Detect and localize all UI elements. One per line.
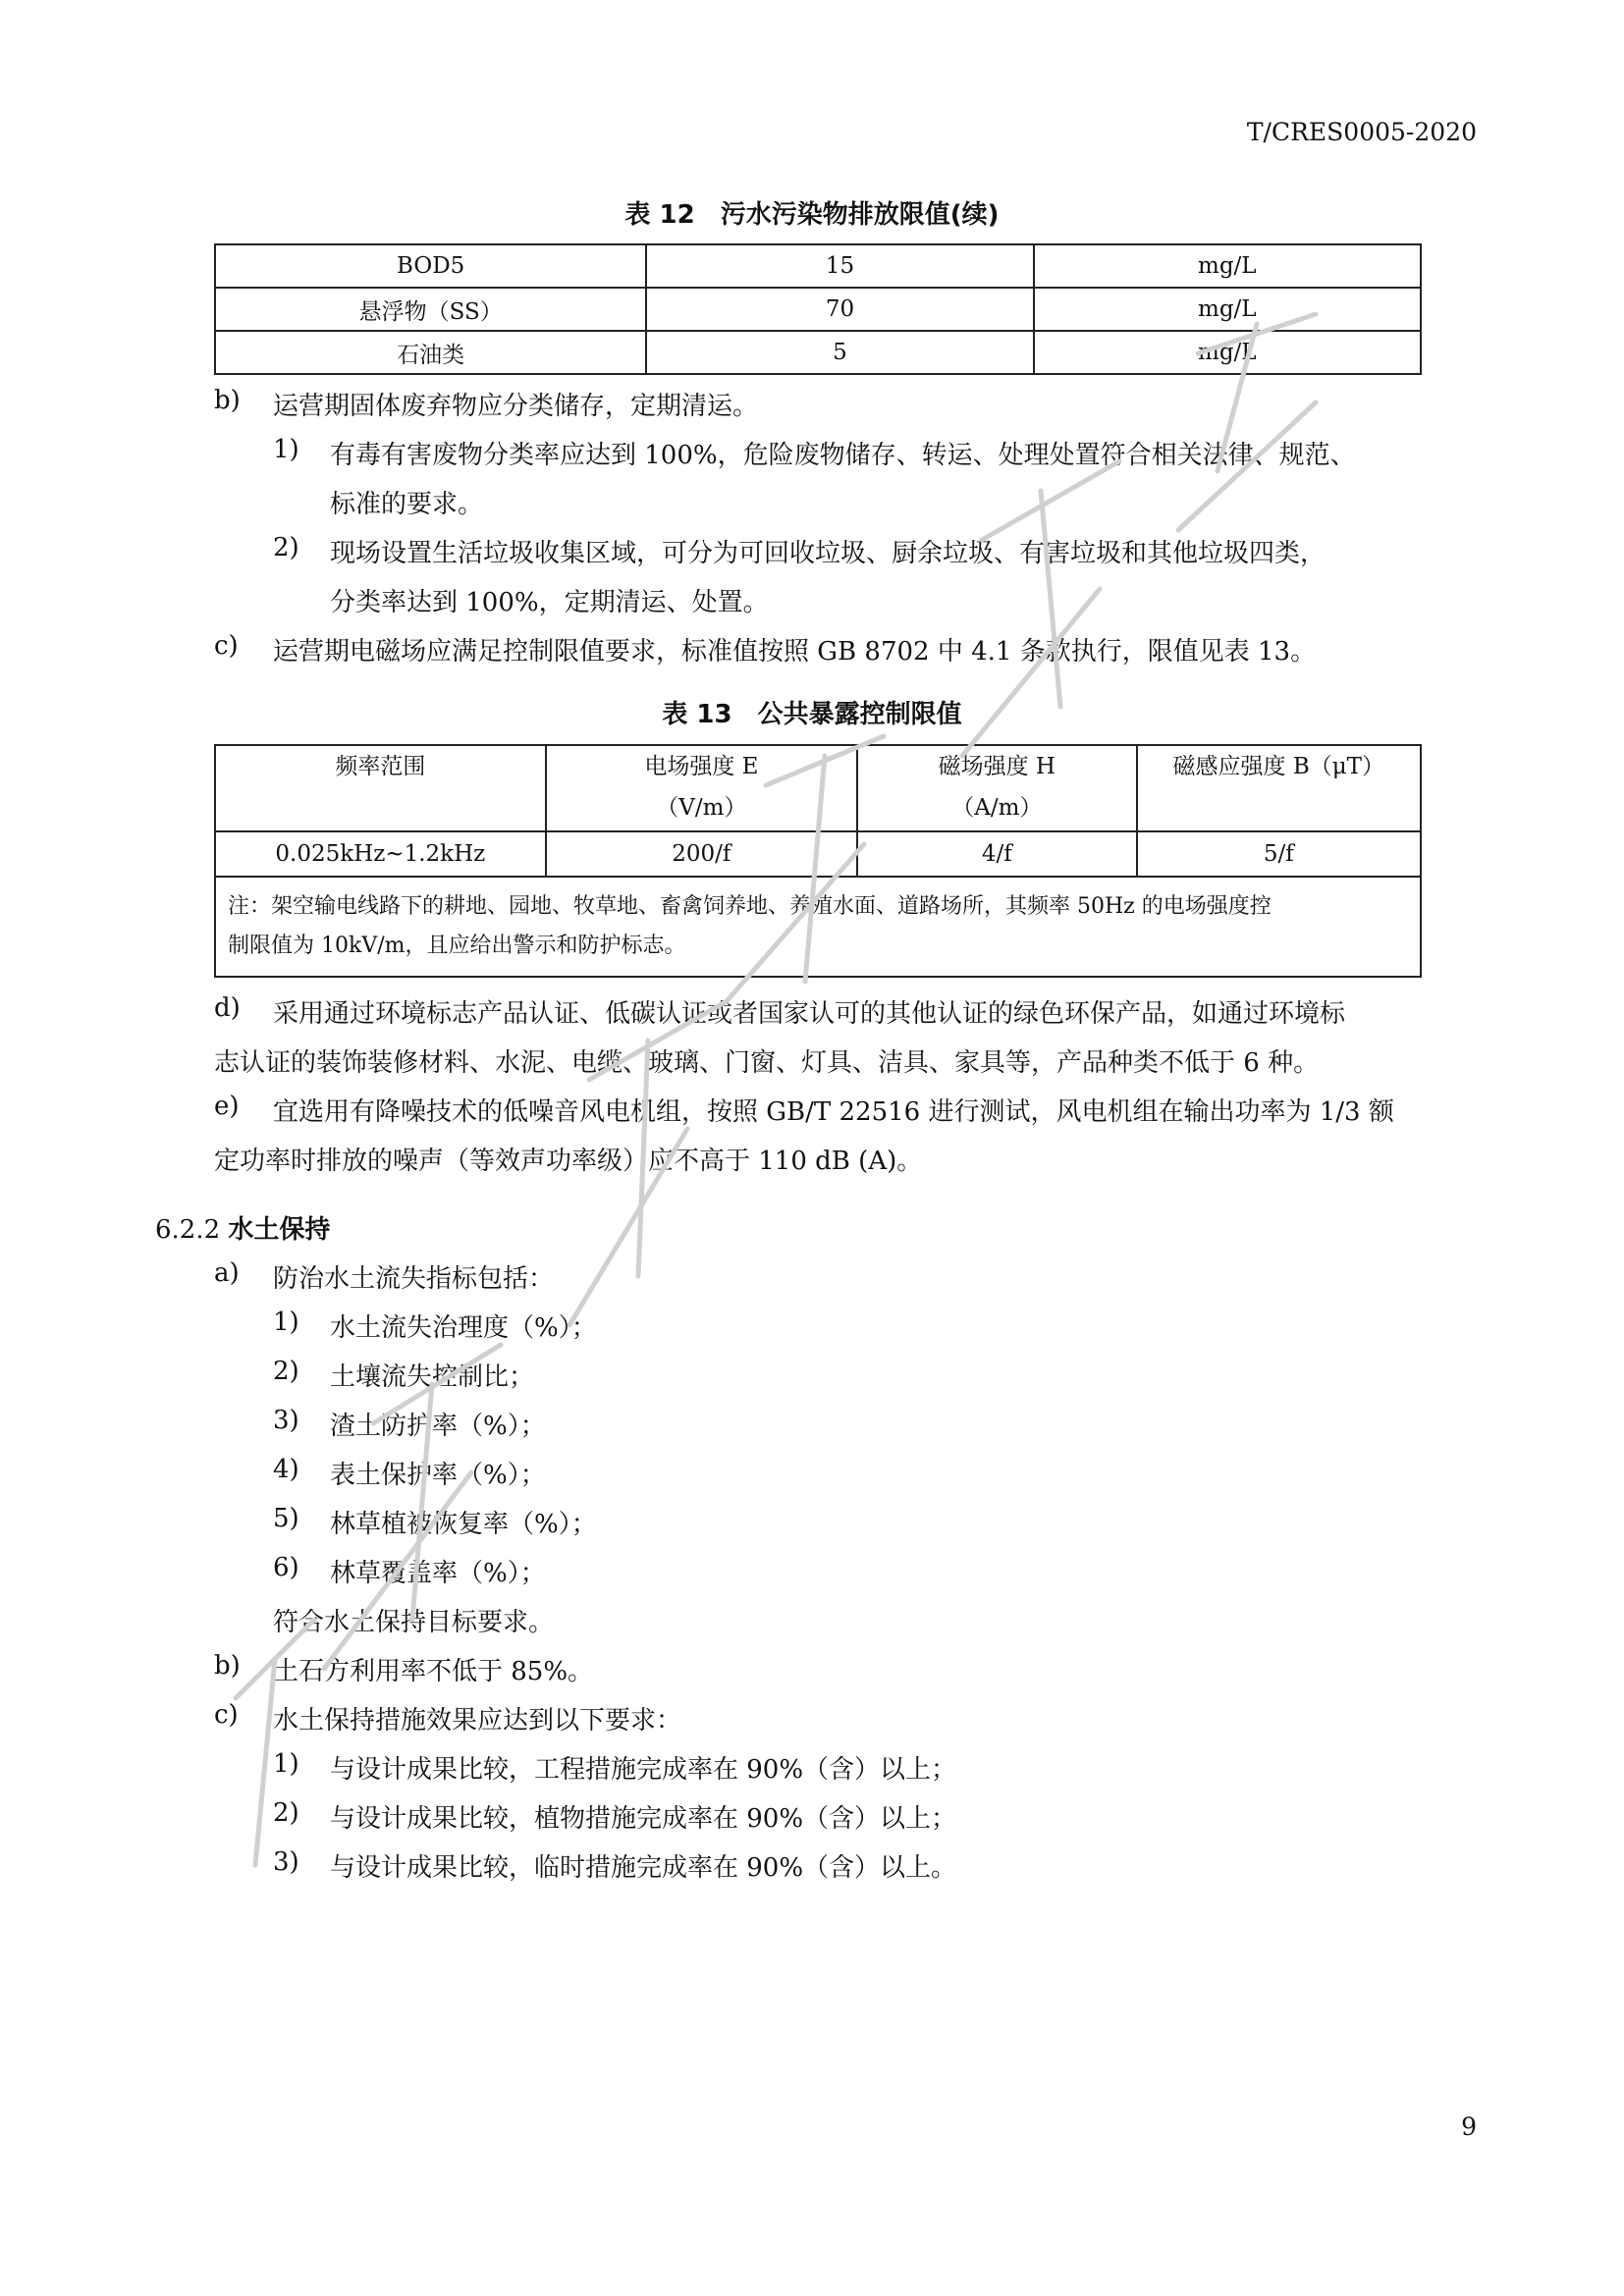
list-label: c)	[214, 631, 239, 661]
list-text: 林草植被恢复率（%）；	[330, 1510, 597, 1539]
table-cell: 70	[646, 288, 1033, 331]
section-number: 6.2.2	[155, 1215, 221, 1245]
table-cell: mg/L	[1034, 288, 1421, 331]
list-text: 与设计成果比较，工程措施完成率在 90%（含）以上；	[330, 1755, 957, 1785]
table12-caption: 表 12 污水污染物排放限值(续)	[624, 200, 1000, 230]
table-cell: 5/f	[1137, 831, 1421, 877]
para-text: 定功率时排放的噪声（等效声功率级）应不高于 110 dB (A)。	[214, 1147, 923, 1176]
table-cell: mg/L	[1034, 331, 1421, 374]
para-text: 土石方利用率不低于 85%。	[273, 1657, 594, 1686]
table-cell: 0.025kHz~1.2kHz	[215, 831, 546, 877]
header-cell: 磁感应强度 B（μT）	[1137, 745, 1421, 831]
list-text: 与设计成果比较，临时措施完成率在 90%（含）以上。	[330, 1853, 957, 1883]
list-text: 表土保护率（%）；	[330, 1461, 546, 1490]
para-text: 志认证的装饰装修材料、水泥、电缆、玻璃、门窗、灯具、洁具、家具等，产品种类不低于 6 种。	[214, 1048, 1320, 1078]
table-cell: 5	[646, 331, 1033, 374]
list-label: b)	[214, 1651, 241, 1681]
table12	[214, 243, 1422, 375]
table-cell: 15	[646, 244, 1033, 288]
list-number: 2)	[273, 533, 299, 562]
table-header-row	[215, 745, 1421, 831]
table-cell: BOD5	[215, 244, 646, 288]
table-cell: 4/f	[857, 831, 1136, 877]
table13-caption: 表 13 公共暴露控制限值	[662, 700, 962, 729]
para-text: 运营期电磁场应满足控制限值要求，标准值按照 GB 8702 中 4.1 条款执行，限值见表 13。	[273, 637, 1317, 667]
list-number: 3)	[273, 1406, 299, 1435]
header-cell: 频率范围	[215, 745, 546, 831]
list-text: 渣土防护率（%）；	[330, 1412, 546, 1441]
list-number: 2)	[273, 1357, 299, 1386]
para-text: 运营期固体废弃物应分类储存，定期清运。	[273, 392, 759, 421]
table-row	[215, 288, 1421, 331]
list-text: 水土流失治理度（%）；	[330, 1313, 597, 1343]
list-number: 6)	[273, 1553, 299, 1582]
list-text: 标准的要求。	[330, 490, 484, 519]
table-row	[215, 831, 1421, 877]
list-number: 2)	[273, 1798, 299, 1828]
table-row	[215, 244, 1421, 288]
list-label: b)	[214, 386, 241, 415]
list-number: 4)	[273, 1455, 299, 1484]
list-text: 土壤流失控制比；	[330, 1362, 535, 1392]
list-number: 1)	[273, 435, 299, 464]
standard-number: T/CRES0005-2020	[1246, 118, 1477, 146]
list-label: a)	[214, 1258, 240, 1288]
list-number: 5)	[273, 1504, 299, 1533]
para-text: 符合水土保持目标要求。	[273, 1608, 555, 1637]
header-cell: 磁场强度 H （A/m）	[857, 745, 1136, 831]
list-label: c)	[214, 1700, 239, 1730]
section-heading	[155, 1209, 330, 1246]
table13	[214, 744, 1422, 978]
table-row	[215, 331, 1421, 374]
table-note-row	[215, 877, 1421, 977]
para-text: 水土保持措施效果应达到以下要求：	[273, 1706, 682, 1735]
list-number: 1)	[273, 1749, 299, 1779]
para-text: 采用通过环境标志产品认证、低碳认证或者国家认可的其他认证的绿色环保产品，如通过环境标	[273, 999, 1346, 1029]
header-cell: 电场强度 E （V/m）	[546, 745, 857, 831]
table-cell: 石油类	[215, 331, 646, 374]
table-cell: mg/L	[1034, 244, 1421, 288]
table-cell: 悬浮物（SS）	[215, 288, 646, 331]
list-number: 1)	[273, 1308, 299, 1337]
table-note: 注：架空输电线路下的耕地、园地、牧草地、畜禽饲养地、养殖水面、道路场所，其频率 50Hz 的电场强度控 制限值为 10kV/m，且应给出警示和防护标志。	[215, 877, 1421, 977]
list-label: d)	[214, 993, 241, 1023]
table-cell: 200/f	[546, 831, 857, 877]
section-title: 水土保持	[228, 1215, 331, 1245]
list-text: 分类率达到 100%，定期清运、处置。	[330, 588, 769, 617]
para-text: 宜选用有降噪技术的低噪音风电机组，按照 GB/T 22516 进行测试，风电机组在输出功率为 1/3 额	[273, 1097, 1394, 1127]
list-text: 林草覆盖率（%）；	[330, 1559, 546, 1588]
para-text: 防治水土流失指标包括：	[273, 1264, 555, 1294]
list-label: e)	[214, 1092, 240, 1121]
list-text: 现场设置生活垃圾收集区域，可分为可回收垃圾、厨余垃圾、有害垃圾和其他垃圾四类，	[330, 539, 1326, 568]
list-text: 与设计成果比较，植物措施完成率在 90%（含）以上；	[330, 1804, 957, 1834]
list-number: 3)	[273, 1847, 299, 1877]
page-number: 9	[1461, 2112, 1477, 2141]
list-text: 有毒有害废物分类率应达到 100%，危险废物储存、转运、处理处置符合相关法律、规范、	[330, 441, 1356, 470]
